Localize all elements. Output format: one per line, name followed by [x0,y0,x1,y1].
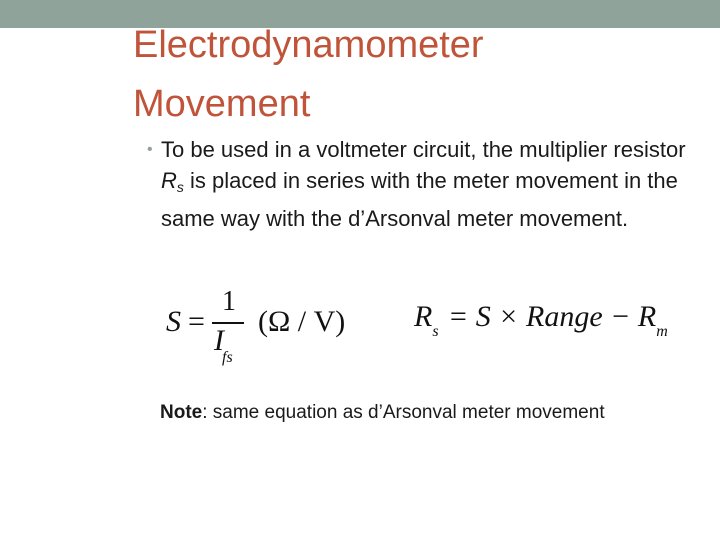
bullet-text-part-2: is placed in series with the meter movement in the same way with the d’Arsonval meter movement. [161,168,678,231]
note-label: Note [160,402,203,423]
denominator-subscript: fs [222,349,233,366]
bullet-point [147,134,707,234]
sensitivity-lhs: S [166,305,181,338]
equals-sign: = [188,305,205,338]
multiplier-rhs-expression: = S × Range − R [448,300,657,333]
bullet-marker: • [147,141,153,158]
sensitivity-equation [166,286,356,366]
resistor-symbol: R [161,168,177,193]
slide-title-line-1: Electrodynamometer [133,24,484,66]
bullet-text [161,134,707,234]
fraction-numerator: 1 [222,286,236,317]
fraction [212,286,246,366]
slide-title-line-2: Movement [133,82,311,125]
bullet-text-part-1: To be used in a voltmeter circuit, the multiplier resistor [161,137,686,162]
sensitivity-unit: (Ω / V) [258,305,346,338]
slide-title [133,16,693,134]
multiplier-lhs-subscript: s [432,323,439,340]
multiplier-lhs [414,300,439,340]
fraction-denominator [214,324,235,366]
multiplier-lhs-symbol: R [414,300,433,333]
multiplier-equation [414,300,684,340]
multiplier-rhs-subscript: m [656,323,668,340]
denominator-symbol: I [214,324,224,357]
note-text: : same equation as d’Arsonval meter movement [202,402,605,423]
resistor-subscript: s [176,179,184,195]
multiplier-rhs [448,300,668,340]
note [160,402,605,424]
